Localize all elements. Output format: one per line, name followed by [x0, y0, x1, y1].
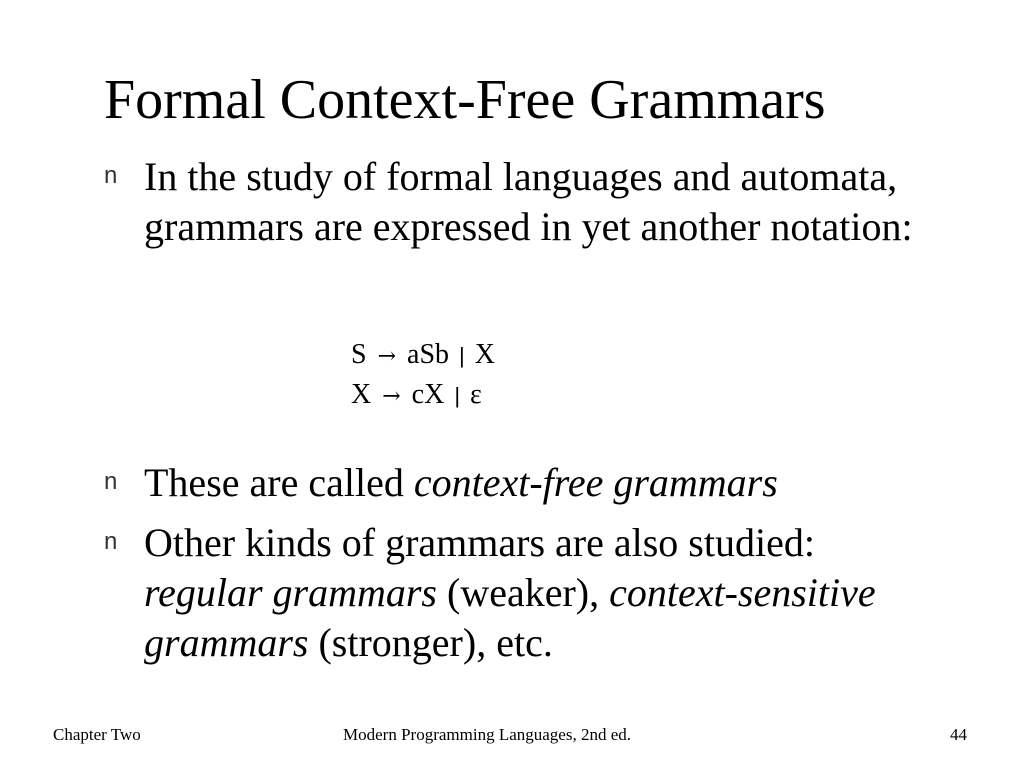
footer-page-number: 44	[950, 725, 967, 744]
bullet-text-plain: Other kinds of grammars are also studied:	[144, 520, 815, 565]
rule-rhs: cX	[411, 379, 445, 410]
bullet-marker: n	[104, 528, 118, 555]
rule-rhs: X	[474, 339, 495, 370]
bullet-marker: n	[104, 162, 118, 189]
bullet-text	[144, 518, 924, 668]
rule-lhs: S	[351, 339, 367, 370]
bullet-text-italic: context-free grammars	[413, 460, 778, 505]
footer-book-title: Modern Programming Languages, 2nd ed.	[343, 725, 631, 744]
rule-lhs: X	[351, 379, 372, 410]
bullet-text-plain: (weaker),	[437, 570, 610, 615]
bullet-text	[144, 458, 924, 508]
arrow-symbol: →	[377, 344, 397, 369]
grammar-rules	[351, 336, 495, 416]
grammar-rule	[351, 376, 495, 416]
bullet-text-italic: regular grammars	[144, 570, 437, 615]
arrow-symbol: →	[382, 384, 401, 409]
rule-rhs: aSb	[407, 339, 450, 370]
bullet-marker: n	[104, 468, 118, 495]
rule-rhs: ε	[470, 379, 482, 410]
bullet-text-plain: (stronger), etc.	[308, 620, 553, 665]
alternation-bar: |	[454, 383, 461, 408]
bullet-text-italic: context-sensitive grammars	[144, 570, 876, 665]
alternation-bar: |	[459, 343, 465, 368]
grammar-rule	[351, 336, 495, 376]
bullet-text: In the study of formal languages and automata, grammars are expressed in yet another notation:	[144, 154, 913, 249]
slide-title: Formal Context-Free Grammars	[104, 69, 826, 131]
bullet-text-plain: These are called	[144, 460, 414, 505]
footer-chapter: Chapter Two	[53, 725, 141, 744]
